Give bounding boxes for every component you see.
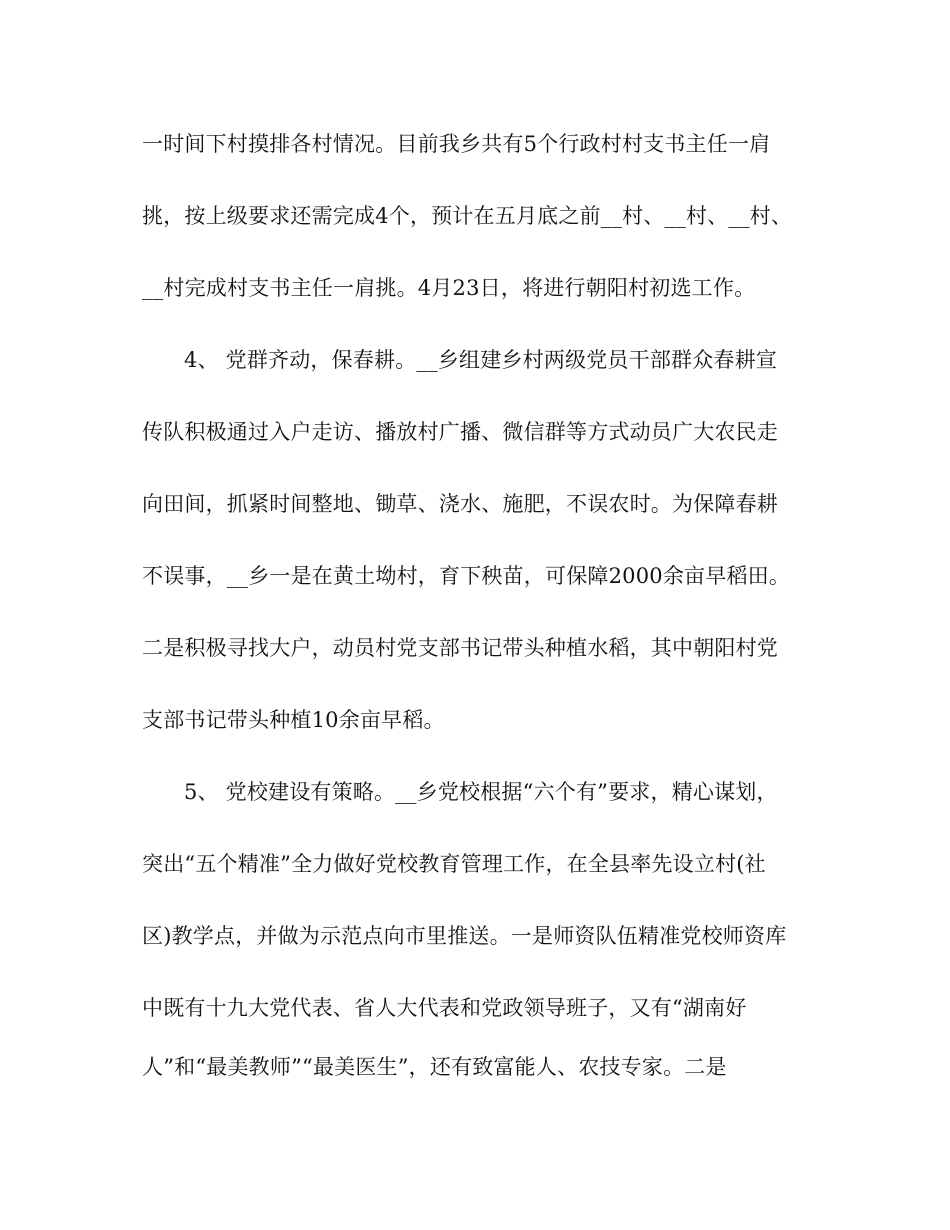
text-line: 区)教学点，并做为示范点向市里推送。一是师资队伍精准党校师资库: [142, 924, 787, 948]
text-line: 支部书记带头种植10余亩早稻。: [142, 708, 445, 732]
text-line: 传队积极通过入户走访、播放村广播、微信群等方式动员广大农民走: [142, 420, 778, 444]
text-line: 4、 党群齐动，保春耕。__乡组建乡村两级党员干部群众春耕宣: [184, 348, 778, 372]
text-line: 挑，按上级要求还需完成4个，预计在五月底之前__村、__村、__村、: [142, 204, 793, 228]
text-line: __村完成村支书主任一肩挑。4月23日，将进行朝阳村初选工作。: [142, 276, 756, 300]
text-line: 中既有十九大党代表、省人大代表和党政领导班子，又有“湖南好: [142, 996, 747, 1020]
text-line: 二是积极寻找大户，动员村党支部书记带头种植水稻，其中朝阳村党: [142, 636, 778, 660]
text-line: 一时间下村摸排各村情况。目前我乡共有5个行政村村支书主任一肩: [142, 132, 771, 156]
text-line: 人”和“最美教师”“最美医生”，还有致富能人、农技专家。二是: [142, 1055, 727, 1079]
text-line: 5、 党校建设有策略。__乡党校根据“六个有”要求，精心谋划，: [184, 780, 778, 804]
text-line: 突出“五个精准”全力做好党校教育管理工作，在全县率先设立村(社: [142, 852, 766, 876]
text-line: 不误事，__乡一是在黄土坳村，育下秧苗，可保障2000余亩早稻田。: [142, 564, 791, 588]
text-line: 向田间，抓紧时间整地、锄草、浇水、施肥，不误农时。为保障春耕: [142, 492, 778, 516]
